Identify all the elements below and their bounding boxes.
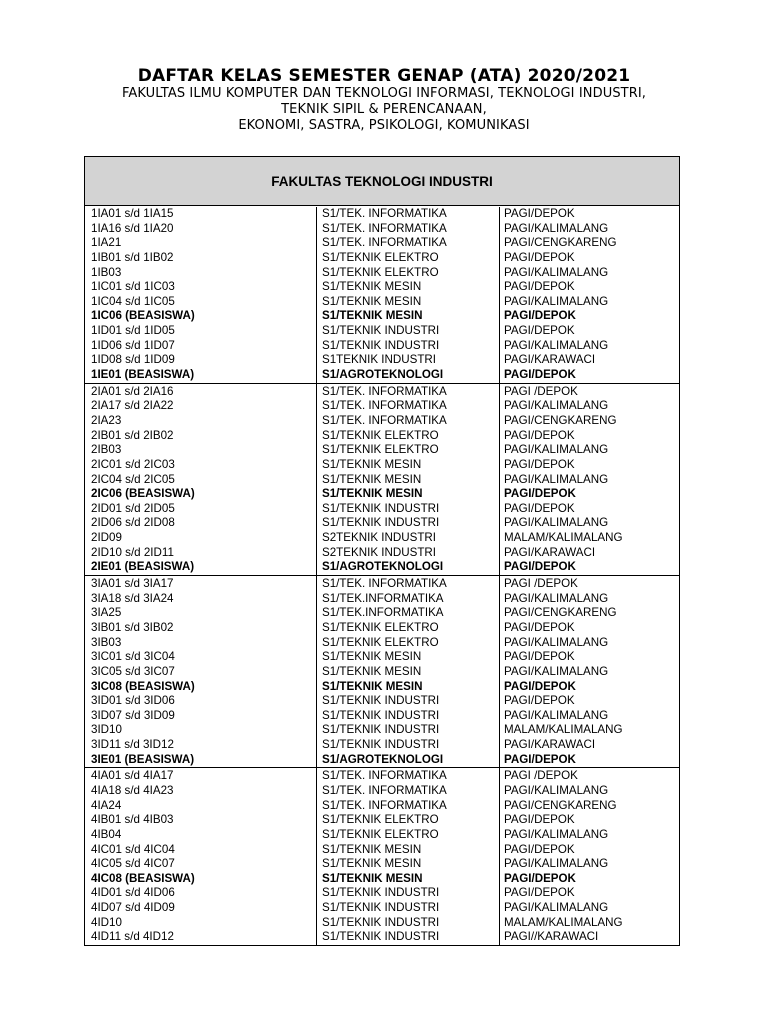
class-code-cell: 1IA21 xyxy=(91,236,122,250)
schedule-location-cell: MALAM/KALIMALANG xyxy=(504,531,623,545)
class-code-cell: 4IB01 s/d 4IB03 xyxy=(91,813,174,827)
subtitle-line-3: EKONOMI, SASTRA, PSIKOLOGI, KOMUNIKASI xyxy=(238,118,530,133)
class-code-cell: 4IB04 xyxy=(91,827,122,841)
schedule-location-cell: PAGI/KALIMALANG xyxy=(504,591,609,605)
schedule-location-cell: PAGI/CENGKARENG xyxy=(504,413,617,427)
class-code-cell: 2ID09 xyxy=(91,531,122,545)
schedule-location-cell: PAGI/KARAWACI xyxy=(504,353,596,367)
table-row xyxy=(85,738,679,753)
table-row xyxy=(85,399,679,414)
schedule-location-cell: PAGI/DEPOK xyxy=(504,309,576,323)
class-code-cell: 3IA18 s/d 3IA24 xyxy=(91,591,174,605)
class-code-cell: 1ID08 s/d 1ID09 xyxy=(91,353,175,367)
table-row xyxy=(85,680,679,695)
schedule-location-cell: PAGI/KALIMALANG xyxy=(504,399,609,413)
table-row xyxy=(85,709,679,724)
program-cell: S1/TEKNIK ELEKTRO xyxy=(322,813,439,827)
class-code-cell: 4IC01 s/d 4IC04 xyxy=(91,842,175,856)
class-code-cell: 4ID07 s/d 4ID09 xyxy=(91,901,175,915)
program-cell: S1/TEKNIK ELEKTRO xyxy=(322,250,439,264)
schedule-location-cell: PAGI/KALIMALANG xyxy=(504,664,609,678)
schedule-location-cell: PAGI/KALIMALANG xyxy=(504,827,609,841)
program-cell: S1/TEKNIK ELEKTRO xyxy=(322,265,439,279)
schedule-location-cell: MALAM/KALIMALANG xyxy=(504,723,623,737)
schedule-location-cell: PAGI/DEPOK xyxy=(504,886,575,900)
program-cell: S2TEKNIK INDUSTRI xyxy=(322,545,437,559)
table-row xyxy=(85,251,679,266)
schedule-location-cell: PAGI/DEPOK xyxy=(504,487,576,501)
program-cell: S1/AGROTEKNOLOGI xyxy=(322,368,444,382)
program-cell: S1/TEK. INFORMATIKA xyxy=(322,577,447,591)
class-code-cell: 3ID11 s/d 3ID12 xyxy=(91,738,174,752)
schedule-location-cell: PAGI/KALIMALANG xyxy=(504,635,609,649)
table-row xyxy=(85,723,679,738)
schedule-location-cell: PAGI//KARAWACI xyxy=(504,930,599,944)
table-row xyxy=(85,266,679,281)
table-row xyxy=(85,799,679,814)
class-code-cell: 4ID01 s/d 4ID06 xyxy=(91,886,175,900)
class-code-cell: 2IC06 (BEASISWA) xyxy=(91,487,195,501)
table-row xyxy=(85,784,679,799)
schedule-location-cell: PAGI/KALIMALANG xyxy=(504,516,609,530)
program-cell: S1/TEK. INFORMATIKA xyxy=(322,221,447,235)
schedule-location-cell: PAGI/KALIMALANG xyxy=(504,783,609,797)
program-cell: S1/TEKNIK INDUSTRI xyxy=(322,930,440,944)
program-cell: S1/TEKNIK ELEKTRO xyxy=(322,827,439,841)
program-cell: S1/TEKNIK INDUSTRI xyxy=(322,516,440,530)
schedule-location-cell: PAGI/KALIMALANG xyxy=(504,901,609,915)
program-cell: S1/TEK. INFORMATIKA xyxy=(322,798,447,812)
class-code-cell: 4ID11 s/d 4ID12 xyxy=(91,930,174,944)
table-row xyxy=(85,236,679,251)
class-code-cell: 4ID10 xyxy=(91,915,122,929)
class-code-cell: 4IA01 s/d 4IA17 xyxy=(91,769,174,783)
program-cell: S2TEKNIK INDUSTRI xyxy=(322,531,437,545)
program-cell: S1/TEKNIK MESIN xyxy=(322,857,422,871)
class-code-cell: 2IC04 s/d 2IC05 xyxy=(91,472,175,486)
class-code-cell: 2IB03 xyxy=(91,443,122,457)
table-row xyxy=(85,636,679,651)
table-row xyxy=(85,222,679,237)
table-row xyxy=(85,621,679,636)
table-row xyxy=(85,516,679,531)
program-cell: S1/TEKNIK MESIN xyxy=(322,309,423,323)
table-row xyxy=(85,324,679,339)
class-code-cell: 1ID06 s/d 1ID07 xyxy=(91,338,175,352)
program-cell: S1/TEKNIK INDUSTRI xyxy=(322,708,440,722)
subtitle-line-2: TEKNIK SIPIL & PERENCANAAN, xyxy=(281,102,487,117)
table-row xyxy=(85,280,679,295)
program-cell: S1/TEKNIK ELEKTRO xyxy=(322,428,439,442)
class-code-cell: 3ID10 xyxy=(91,723,122,737)
schedule-location-cell: PAGI/DEPOK xyxy=(504,871,576,885)
program-cell: S1/TEKNIK INDUSTRI xyxy=(322,886,440,900)
schedule-location-cell: MALAM/KALIMALANG xyxy=(504,915,623,929)
table-row xyxy=(85,502,679,517)
schedule-location-cell: PAGI/DEPOK xyxy=(504,280,575,294)
class-code-cell: 1IB01 s/d 1IB02 xyxy=(91,250,174,264)
schedule-location-cell: PAGI/DEPOK xyxy=(504,679,576,693)
schedule-location-cell: PAGI/DEPOK xyxy=(504,324,575,338)
table-row xyxy=(85,560,679,575)
program-cell: S1/AGROTEKNOLOGI xyxy=(322,752,444,766)
schedule-location-cell: PAGI/KALIMALANG xyxy=(504,294,609,308)
schedule-location-cell: PAGI/KARAWACI xyxy=(504,738,596,752)
program-cell: S1/TEKNIK ELEKTRO xyxy=(322,443,439,457)
schedule-location-cell: PAGI /DEPOK xyxy=(504,769,578,783)
schedule-location-cell: PAGI/CENGKARENG xyxy=(504,606,617,620)
class-code-cell: 3IB03 xyxy=(91,635,122,649)
program-cell: S1/TEKNIK INDUSTRI xyxy=(322,723,440,737)
program-cell: S1/TEK. INFORMATIKA xyxy=(322,384,447,398)
schedule-location-cell: PAGI/KALIMALANG xyxy=(504,857,609,871)
program-cell: S1/TEKNIK INDUSTRI xyxy=(322,915,440,929)
table-row xyxy=(85,443,679,458)
schedule-location-cell: PAGI /DEPOK xyxy=(504,577,578,591)
program-cell: S1/TEK. INFORMATIKA xyxy=(322,783,447,797)
program-cell: S1/TEKNIK MESIN xyxy=(322,650,422,664)
schedule-location-cell: PAGI/KALIMALANG xyxy=(504,338,609,352)
program-cell: S1/TEK. INFORMATIKA xyxy=(322,399,447,413)
class-code-cell: 3IB01 s/d 3IB02 xyxy=(91,620,174,634)
program-cell: S1/TEKNIK MESIN xyxy=(322,664,422,678)
table-row xyxy=(85,901,679,916)
table-row xyxy=(85,353,679,368)
program-cell: S1/TEKNIK ELEKTRO xyxy=(322,620,439,634)
table-row xyxy=(85,385,679,400)
class-code-cell: 3IC08 (BEASISWA) xyxy=(91,679,195,693)
program-cell: S1/TEK. INFORMATIKA xyxy=(322,413,447,427)
program-cell: S1/TEKNIK MESIN xyxy=(322,679,423,693)
class-code-cell: 2IA23 xyxy=(91,413,122,427)
schedule-location-cell: PAGI/DEPOK xyxy=(504,501,575,515)
class-code-cell: 1IB03 xyxy=(91,265,122,279)
schedule-location-cell: PAGI/KALIMALANG xyxy=(504,265,609,279)
class-code-cell: 2IA17 s/d 2IA22 xyxy=(91,399,174,413)
schedule-location-cell: PAGI/DEPOK xyxy=(504,428,575,442)
program-cell: S1/TEKNIK MESIN xyxy=(322,487,423,501)
table-row xyxy=(85,546,679,561)
program-cell: S1/TEK.INFORMATIKA xyxy=(322,591,444,605)
table-row xyxy=(85,606,679,621)
program-cell: S1TEKNIK INDUSTRI xyxy=(322,353,437,367)
class-code-cell: 3IC05 s/d 3IC07 xyxy=(91,664,175,678)
program-cell: S1/TEKNIK ELEKTRO xyxy=(322,635,439,649)
schedule-location-cell: PAGI/CENGKARENG xyxy=(504,798,617,812)
program-cell: S1/TEK. INFORMATIKA xyxy=(322,236,447,250)
semester-section-4 xyxy=(85,767,679,945)
class-code-cell: 2ID10 s/d 2ID11 xyxy=(91,545,174,559)
schedule-location-cell: PAGI/CENGKARENG xyxy=(504,236,617,250)
class-code-cell: 1ID01 s/d 1ID05 xyxy=(91,324,175,338)
class-code-cell: 3IE01 (BEASISWA) xyxy=(91,752,195,766)
class-code-cell: 1IA01 s/d 1IA15 xyxy=(91,207,174,220)
schedule-location-cell: PAGI/DEPOK xyxy=(504,650,575,664)
class-code-cell: 2ID06 s/d 2ID08 xyxy=(91,516,175,530)
semester-section-1 xyxy=(85,207,679,383)
class-code-cell: 1IC01 s/d 1IC03 xyxy=(91,280,175,294)
table-row xyxy=(85,487,679,502)
class-code-cell: 1IC04 s/d 1IC05 xyxy=(91,294,175,308)
program-cell: S1/TEKNIK MESIN xyxy=(322,842,422,856)
schedule-location-cell: PAGI/DEPOK xyxy=(504,694,575,708)
table-row xyxy=(85,531,679,546)
schedule-location-cell: PAGI/DEPOK xyxy=(504,250,575,264)
schedule-location-cell: PAGI/DEPOK xyxy=(504,752,576,766)
class-code-cell: 3IA01 s/d 3IA17 xyxy=(91,577,174,591)
class-code-cell: 2IA01 s/d 2IA16 xyxy=(91,384,174,398)
table-row xyxy=(85,843,679,858)
document-title: DAFTAR KELAS SEMESTER GENAP (ATA) 2020/2021 xyxy=(137,66,631,86)
schedule-location-cell: PAGI/KALIMALANG xyxy=(504,221,609,235)
schedule-location-cell: PAGI/KALIMALANG xyxy=(504,708,609,722)
semester-section-3 xyxy=(85,575,679,767)
program-cell: S1/AGROTEKNOLOGI xyxy=(322,560,444,574)
schedule-location-cell: PAGI/DEPOK xyxy=(504,620,575,634)
class-code-cell: 4IA18 s/d 4IA23 xyxy=(91,783,174,797)
schedule-location-cell: PAGI/KALIMALANG xyxy=(504,472,609,486)
program-cell: S1/TEK.INFORMATIKA xyxy=(322,606,444,620)
semester-section-2 xyxy=(85,383,679,575)
program-cell: S1/TEKNIK MESIN xyxy=(322,871,423,885)
program-cell: S1/TEKNIK MESIN xyxy=(322,294,422,308)
class-code-cell: 3ID01 s/d 3ID06 xyxy=(91,694,175,708)
table-row xyxy=(85,295,679,310)
table-row xyxy=(85,458,679,473)
faculty-heading: FAKULTAS TEKNOLOGI INDUSTRI xyxy=(85,157,679,206)
program-cell: S1/TEKNIK INDUSTRI xyxy=(322,694,440,708)
class-code-cell: 4IA24 xyxy=(91,798,122,812)
program-cell: S1/TEKNIK INDUSTRI xyxy=(322,324,440,338)
table-row xyxy=(85,339,679,354)
table-row xyxy=(85,577,679,592)
program-cell: S1/TEKNIK INDUSTRI xyxy=(322,338,440,352)
table-row xyxy=(85,694,679,709)
table-row xyxy=(85,872,679,887)
schedule-location-cell: PAGI/DEPOK xyxy=(504,560,576,574)
table-row xyxy=(85,886,679,901)
class-code-cell: 3ID07 s/d 3ID09 xyxy=(91,708,175,722)
program-cell: S1/TEKNIK MESIN xyxy=(322,280,422,294)
class-code-cell: 2ID01 s/d 2ID05 xyxy=(91,501,175,515)
program-cell: S1/TEK. INFORMATIKA xyxy=(322,207,447,220)
table-row xyxy=(85,828,679,843)
table-row xyxy=(85,665,679,680)
class-code-cell: 2IB01 s/d 2IB02 xyxy=(91,428,174,442)
table-row xyxy=(85,368,679,383)
subtitle-line-1: FAKULTAS ILMU KOMPUTER DAN TEKNOLOGI INFORMASI, TEKNOLOGI INDUSTRI, xyxy=(121,86,647,101)
schedule-location-cell: PAGI /DEPOK xyxy=(504,384,578,398)
table-row xyxy=(85,473,679,488)
table-row xyxy=(85,592,679,607)
table-row xyxy=(85,930,679,945)
class-code-cell: 3IA25 xyxy=(91,606,122,620)
schedule-location-cell: PAGI/DEPOK xyxy=(504,207,575,220)
schedule-location-cell: PAGI/DEPOK xyxy=(504,368,576,382)
schedule-location-cell: PAGI/DEPOK xyxy=(504,457,575,471)
table-row xyxy=(85,813,679,828)
table-row xyxy=(85,916,679,931)
table-body xyxy=(85,207,679,945)
class-code-cell: 3IC01 s/d 3IC04 xyxy=(91,650,175,664)
table-row xyxy=(85,207,679,222)
class-code-cell: 1IC06 (BEASISWA) xyxy=(91,309,195,323)
program-cell: S1/TEKNIK MESIN xyxy=(322,472,422,486)
class-code-cell: 1IA16 s/d 1IA20 xyxy=(91,221,174,235)
class-code-cell: 2IE01 (BEASISWA) xyxy=(91,560,195,574)
table-row xyxy=(85,769,679,784)
class-code-cell: 1IE01 (BEASISWA) xyxy=(91,368,195,382)
program-cell: S1/TEKNIK INDUSTRI xyxy=(322,738,440,752)
table-row xyxy=(85,429,679,444)
program-cell: S1/TEKNIK INDUSTRI xyxy=(322,901,440,915)
table-row xyxy=(85,309,679,324)
class-code-cell: 2IC01 s/d 2IC03 xyxy=(91,457,175,471)
schedule-location-cell: PAGI/KALIMALANG xyxy=(504,443,609,457)
program-cell: S1/TEKNIK INDUSTRI xyxy=(322,501,440,515)
program-cell: S1/TEKNIK MESIN xyxy=(322,457,422,471)
schedule-location-cell: PAGI/DEPOK xyxy=(504,813,575,827)
table-row xyxy=(85,857,679,872)
schedule-location-cell: PAGI/DEPOK xyxy=(504,842,575,856)
document-header xyxy=(0,66,768,134)
program-cell: S1/TEK. INFORMATIKA xyxy=(322,769,447,783)
table-row xyxy=(85,414,679,429)
class-list-table xyxy=(84,156,680,946)
class-code-cell: 4IC08 (BEASISWA) xyxy=(91,871,195,885)
table-row xyxy=(85,753,679,768)
table-row xyxy=(85,650,679,665)
schedule-location-cell: PAGI/KARAWACI xyxy=(504,545,596,559)
class-code-cell: 4IC05 s/d 4IC07 xyxy=(91,857,175,871)
